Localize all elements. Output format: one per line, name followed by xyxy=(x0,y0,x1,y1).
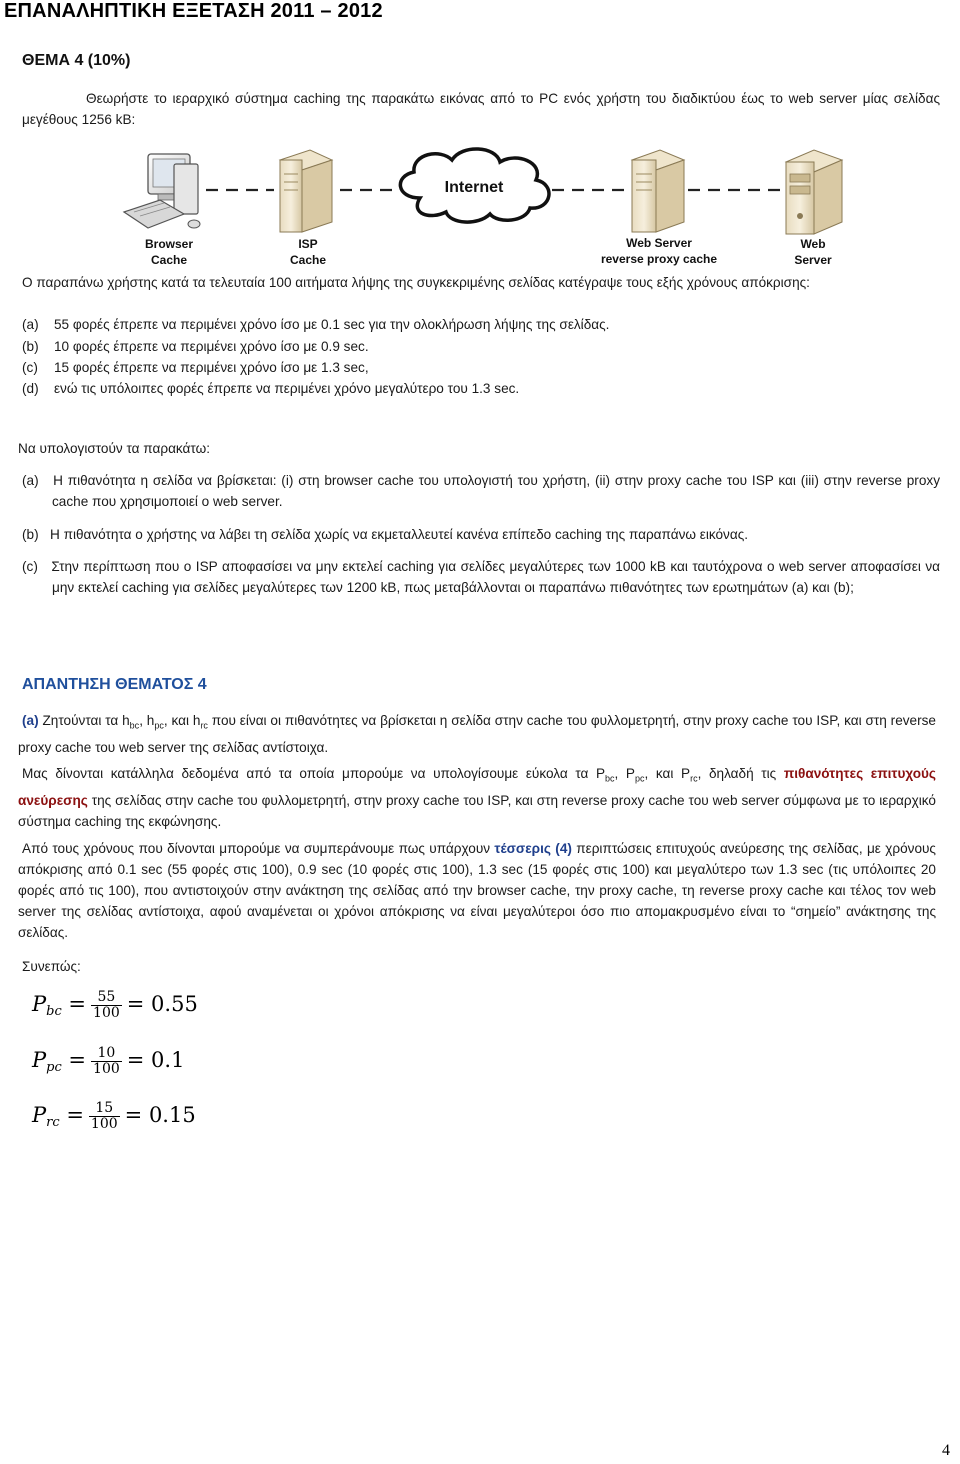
web-server-label: Web Server xyxy=(794,237,832,267)
isp-cache-label: ISP Cache xyxy=(289,237,327,267)
task-item: (c) Στην περίπτωση που ο ISP αποφασίσει να μην εκτελεί caching για σελίδες μεγαλύτερες των 1000 kB και ταυτόχρονα ο web server αποφασίσει να μην εκτελεί caching για σελίδες μεγαλύτερες των 1200 kB, πως μεταβάλλονται οι παραπάνω πιθανότητες των ερωτημάτων (a) και (b); xyxy=(22,559,940,595)
observation-item: (c) 15 φορές έπρεπε να περιμένει χρόνο ίσο με 1.3 sec, xyxy=(22,360,369,375)
internet-label: Internet xyxy=(444,179,504,196)
tasks-intro: Να υπολογιστούν τα παρακάτω: xyxy=(18,441,210,456)
reverse-proxy-cache-label: Web Server reverse proxy cache xyxy=(600,236,718,266)
web-server-icon xyxy=(786,150,842,234)
task-item: (a) Η πιθανότητα η σελίδα να βρίσκεται: (i) στη browser cache του υπολογιστή του χρήστη, (ii) στην proxy cache του ISP και (iii) στην reverse proxy cache που χρησιμοποιεί ο web server. xyxy=(22,473,940,509)
equation-p-pc: $P_{pc}$ = $\frac{10}{100}$ = 0.1 xyxy=(32,1045,185,1077)
answer-paragraph-3: Από τους χρόνους που δίνονται μπορούμε να συμπεράνουμε πως υπάρχουν τέσσερις (4) περιπτώσεις επιτυχούς ανεύρεσης της σελίδας, με χρόνους απόκρισης από 0.1 sec (55 φορές στις 100), 0.9 sec (10 φορές στις 100), 1.3 sec (15 φορές στις 100) και μεγαλύτερο των 1.3 sec (τις υπόλοιπες 20 φορές από τις 100), που αντιστοιχούν στην ανάκτηση της σελίδας από την browser cache, την proxy cache, τη reverse proxy cache και τέλος τον web server της σελίδας αντίστοιχα, αφού αναμένεται οι χρόνοι απόκρισης να είναι μεγαλύτεροι όσο πιο απομακρυσμένο είναι το “σημείο” ανάκτησης της σελίδας. xyxy=(18,841,936,940)
question-intro: Θεωρήστε το ιεραρχικό σύστημα caching της παρακάτω εικόνας από το PC ενός χρήστη του διαδικτύου έως το web server μίας σελίδας μεγέθους 1256 kB: xyxy=(22,91,940,127)
browser-cache-label: Browser Cache xyxy=(144,237,194,267)
observation-item: (d) ενώ τις υπόλοιπες φορές έπρεπε να περιμένει χρόνο μεγαλύτερο του 1.3 sec. xyxy=(22,381,520,396)
observation-item: (a) 55 φορές έπρεπε να περιμένει χρόνο ίσο με 0.1 sec για την ολοκλήρωση λήψης της σελίδας. xyxy=(22,317,610,332)
therefore-label: Συνεπώς: xyxy=(22,959,81,974)
question-title: ΘΕΜΑ 4 (10%) xyxy=(22,52,131,69)
answer-paragraph-1: (a) Ζητούνται τα $h_{bc}$, $h_{pc}$, και $h_{rc}$ που είναι οι πιθανότητες να βρίσκεται η σελίδα στην cache του φυλλομετρητή, στην proxy cache του ISP, και στη reverse proxy cache του web server της σελίδας αντίστοιχα. xyxy=(18,713,936,755)
isp-server-icon xyxy=(280,150,332,232)
observations-intro: Ο παραπάνω χρήστης κατά τα τελευταία 100 αιτήματα λήψης της συγκεκριμένης σελίδας κατέγραψε τους εξής χρόνους απόκρισης: xyxy=(22,275,810,290)
observation-item: (b) 10 φορές έπρεπε να περιμένει χρόνο ίσο με 0.9 sec. xyxy=(22,339,369,354)
computer-icon xyxy=(124,154,200,228)
answer-title: ΑΠΑΝΤΗΣΗ ΘΕΜΑΤΟΣ 4 xyxy=(22,676,207,693)
document-header: ΕΠΑΝΑΛΗΠΤΙΚΗ ΕΞΕΤΑΣΗ 2011 – 2012 xyxy=(4,0,383,22)
page-number: 4 xyxy=(942,1442,950,1459)
equation-p-bc: $P_{bc}$ = $\frac{55}{100}$ = 0.55 xyxy=(32,989,198,1021)
task-item: (b) Η πιθανότητα ο χρήστης να λάβει τη σελίδα χωρίς να εκμεταλλευτεί κανένα επίπεδο caching της παραπάνω εικόνας. xyxy=(22,527,749,542)
equation-p-rc: $P_{rc}$ = $\frac{15}{100}$ = 0.15 xyxy=(32,1100,196,1132)
reverse-proxy-server-icon xyxy=(632,150,684,232)
answer-paragraph-2: Μας δίνονται κατάλληλα δεδομένα από τα οποία μπορούμε να υπολογίσουμε εύκολα τα $P_{bc}$, $P_{pc}$, και $P_{rc}$, δηλαδή τις πιθανότητες επιτυχούς ανεύρεσης της σελίδας στην cache του φυλλομετρητή, στην proxy cache του ISP, και στη reverse proxy cache του web server σύμφωνα με το ιεραρχικό σύστημα caching της εκφώνησης. xyxy=(18,766,936,829)
